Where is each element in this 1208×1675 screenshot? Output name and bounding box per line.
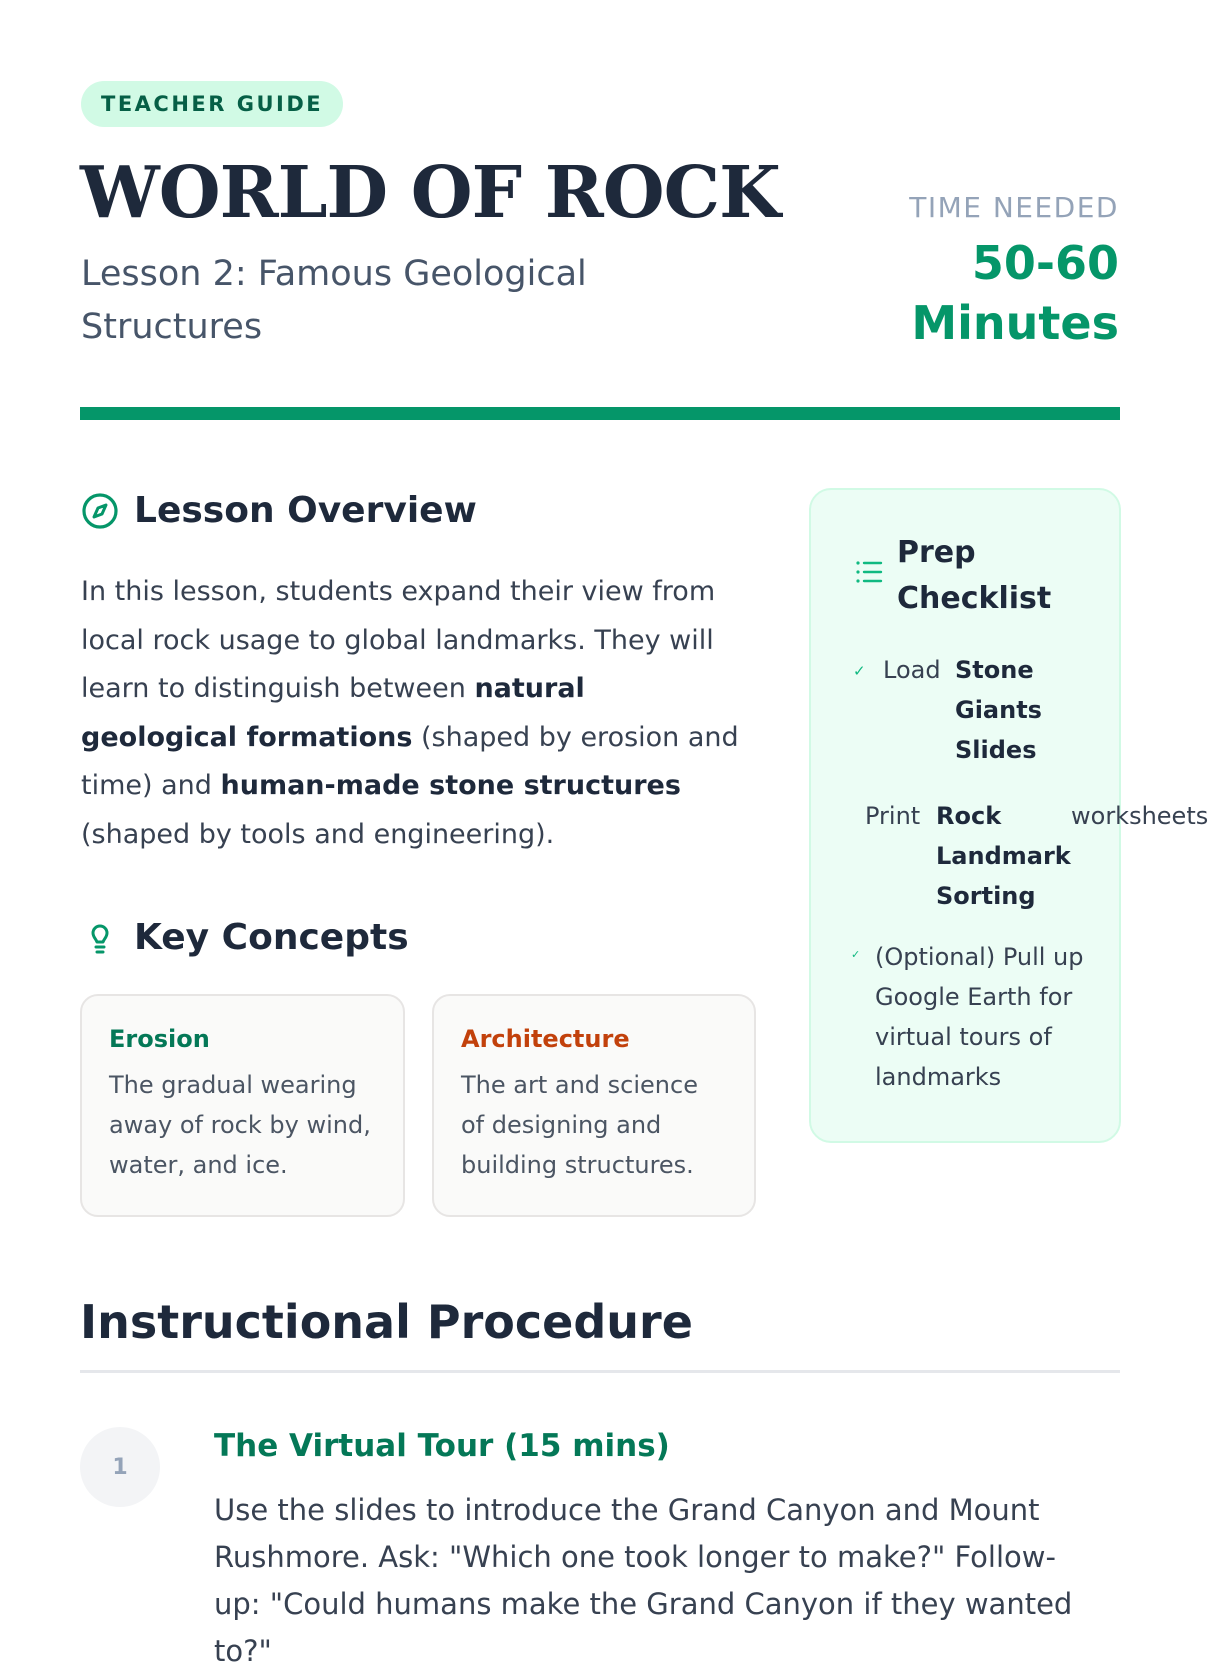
prep-item-1-bold [955, 650, 1042, 770]
prep-item-2-bold [936, 796, 1071, 916]
step-number-badge: 1 [80, 1427, 160, 1507]
prep-item-1-prefix: Load [883, 656, 941, 684]
overview-paragraph [81, 568, 746, 859]
prep-item-3: (Optional) Pull up Google Earth for virtual tours of landmarks [875, 943, 1084, 1091]
header-divider [80, 407, 1120, 420]
teacher-guide-badge: TEACHER GUIDE [81, 81, 343, 127]
concepts-heading: Key Concepts [134, 917, 409, 958]
concept-term: Erosion [109, 1025, 210, 1053]
overview-text-1: In this lesson, students expand their view from local rock usage to global landmarks. They will learn to distinguish between [81, 576, 716, 704]
prep-item-2-prefix: Print [865, 802, 921, 830]
lightbulb-icon [80, 918, 120, 958]
concept-definition: The art and science of designing and building structures. [461, 1071, 698, 1179]
prep-item-1-bold-text: Stone Giants Slides [955, 656, 1042, 764]
procedure-divider [80, 1370, 1120, 1373]
concept-term: Architecture [461, 1025, 630, 1053]
prep-item-2-suffix: worksheets [1071, 802, 1208, 830]
overview-text-3: (shaped by tools and engineering). [81, 818, 555, 850]
procedure-heading: Instructional Procedure [80, 1295, 693, 1349]
overview-heading-row [80, 490, 477, 531]
compass-icon [80, 491, 120, 531]
overview-heading: Lesson Overview [134, 490, 477, 531]
step-body: Use the slides to introduce the Grand Canyon and Mount Rushmore. Ask: "Which one took longer to make?" Follow-up: "Could humans make the Grand Canyon if they wanted to?" [214, 1493, 1073, 1668]
lesson-subtitle: Lesson 2: Famous Geological Structures [81, 254, 587, 347]
time-needed-label: TIME NEEDED [909, 191, 1119, 224]
check-icon: ✓ [851, 948, 861, 961]
concept-card-erosion [80, 994, 405, 1217]
check-icon: ✓ [853, 662, 866, 680]
concept-definition: The gradual wearing away of rock by wind, water, and ice. [109, 1071, 371, 1179]
overview-bold-natural: natural geological formations [81, 673, 585, 753]
page-title: WORLD OF ROCK [80, 150, 780, 234]
prep-item-2-bold-text: Rock Landmark Sorting [936, 802, 1071, 910]
prep-checklist-panel [809, 488, 1208, 1143]
step-title: The Virtual Tour (15 mins) [214, 1428, 670, 1464]
concepts-heading-row [80, 917, 409, 958]
overview-text-2: (shaped by erosion and time) and [81, 721, 739, 801]
concept-card-architecture [432, 994, 756, 1217]
prep-heading-row [853, 530, 1052, 622]
overview-bold-human: human-made stone structures [220, 770, 681, 801]
prep-heading: Prep Checklist [897, 535, 1052, 616]
list-icon [853, 556, 885, 588]
time-needed-value: 50-60 Minutes [911, 236, 1119, 350]
